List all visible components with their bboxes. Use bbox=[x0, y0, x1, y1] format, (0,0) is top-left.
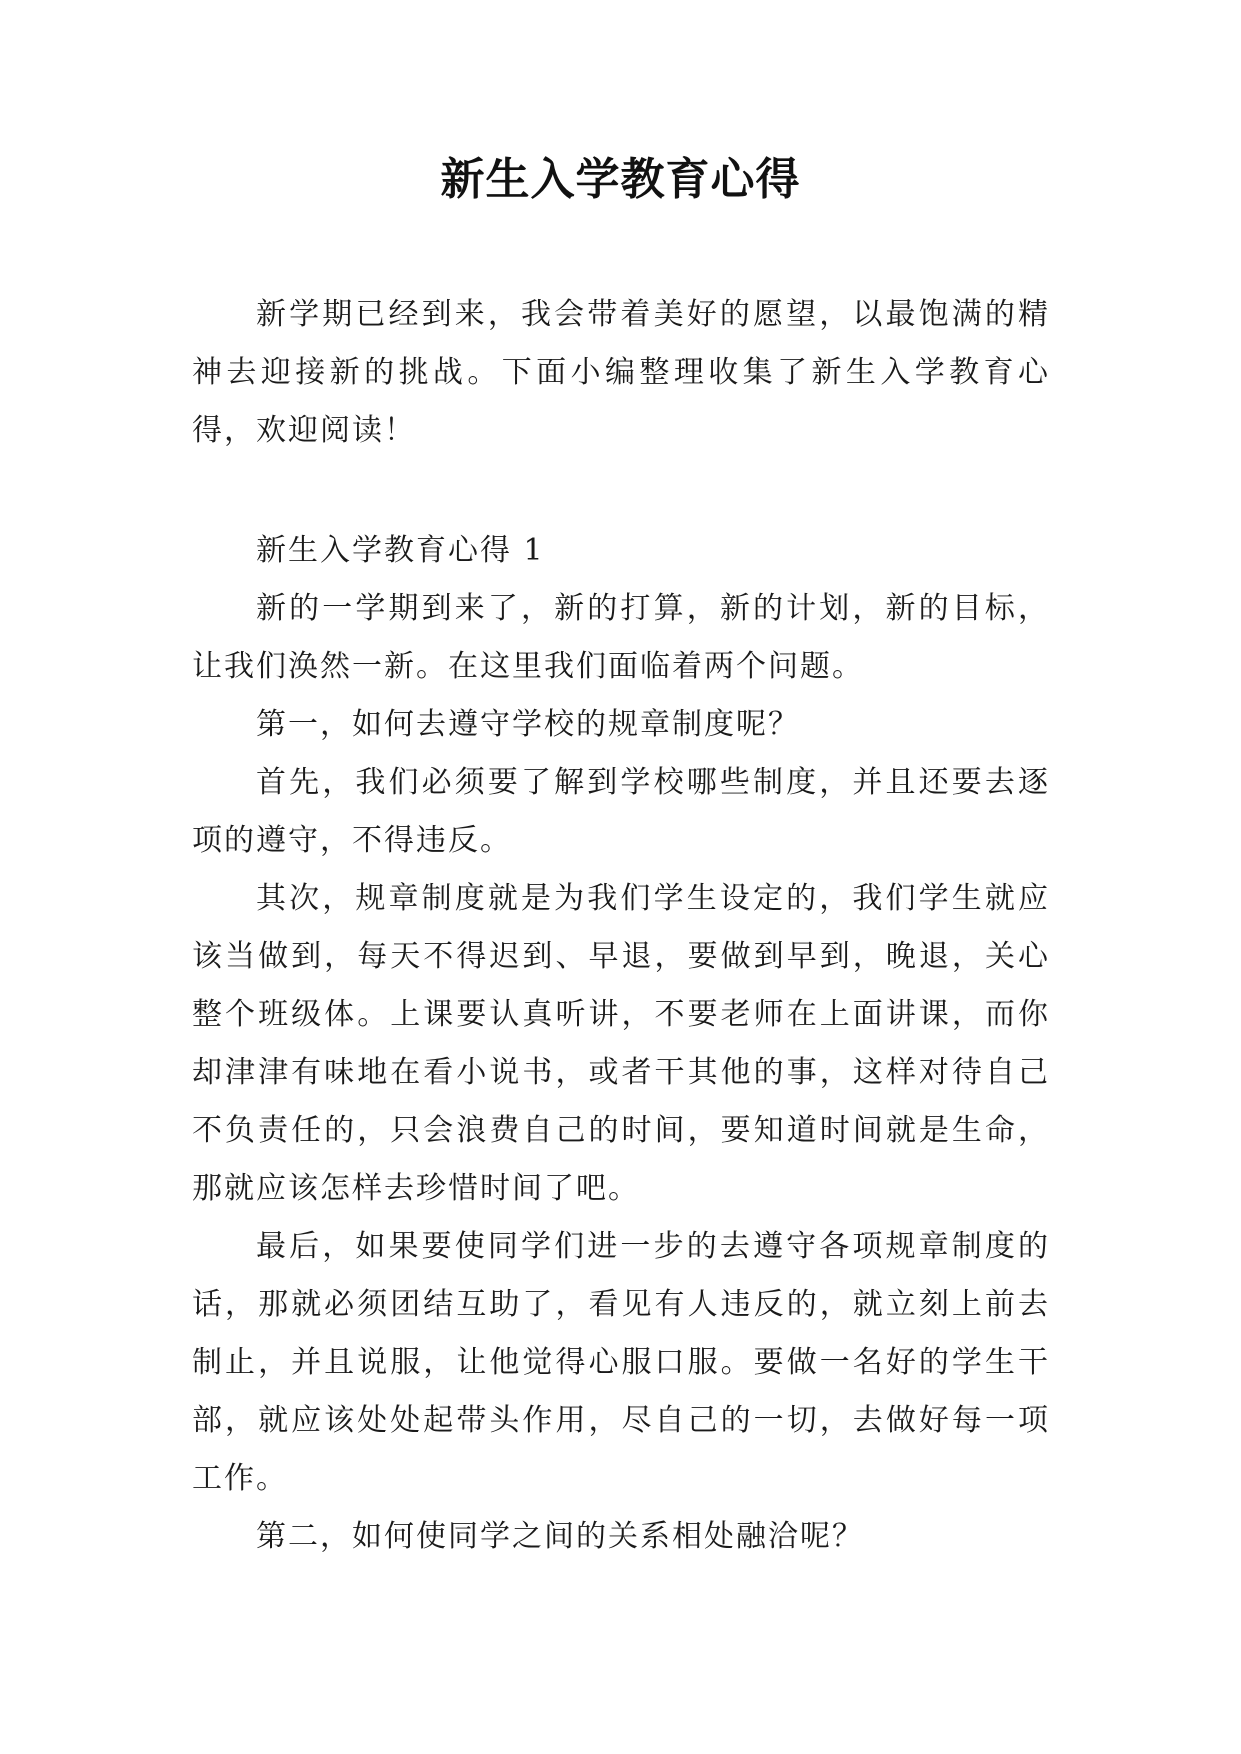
body-paragraph: 新的一学期到来了，新的打算，新的计划，新的目标，让我们涣然一新。在这里我们面临着两个问题。 bbox=[192, 591, 1050, 684]
body-paragraph: 其次，规章制度就是为我们学生设定的，我们学生就应该当做到，每天不得迟到、早退，要做到早到，晚退，关心整个班级体。上课要认真听讲，不要老师在上面讲课，而你却津津有味地在看小说书，或者干其他的事，这样对待自己不负责任的，只会浪费自己的时间，要知道时间就是生命，那就应该怎样去珍惜时间了吧。 bbox=[192, 881, 1050, 1206]
section-heading: 新生入学教育心得 1 bbox=[256, 533, 545, 568]
body-paragraph: 最后，如果要使同学们进一步的去遵守各项规章制度的话，那就必须团结互助了，看见有人违反的，就立刻上前去制止，并且说服，让他觉得心服口服。要做一名好的学生干部，就应该处处起带头作用，尽自己的一切，去做好每一项工作。 bbox=[192, 1229, 1050, 1496]
body-paragraph: 第一，如何去遵守学校的规章制度呢？ bbox=[256, 707, 800, 742]
body-paragraph: 首先，我们必须要了解到学校哪些制度，并且还要去逐项的遵守，不得违反。 bbox=[192, 765, 1050, 858]
body-paragraph: 第二，如何使同学之间的关系相处融洽呢？ bbox=[256, 1519, 864, 1554]
document-title: 新生入学教育心得 bbox=[440, 154, 801, 205]
document-body bbox=[192, 286, 1050, 1566]
intro-paragraph: 新学期已经到来，我会带着美好的愿望，以最饱满的精神去迎接新的挑战。下面小编整理收集了新生入学教育心得，欢迎阅读！ bbox=[192, 297, 1050, 448]
section-spacer bbox=[192, 460, 1050, 522]
